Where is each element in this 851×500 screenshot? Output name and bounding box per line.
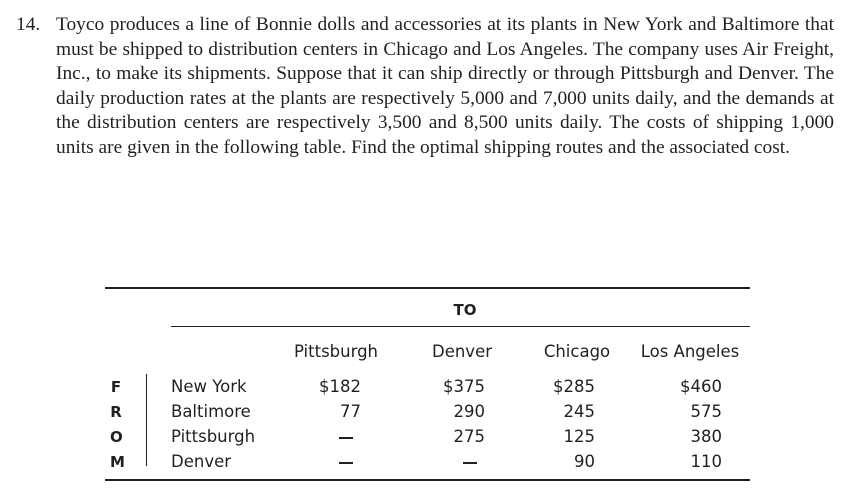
cell-newyork-losangeles: $460: [680, 377, 722, 396]
cell-denver-pittsburgh: [339, 462, 353, 464]
col-header-los-angeles: Los Angeles: [640, 342, 740, 361]
cell-denver-denver: [463, 462, 477, 464]
col-header-denver: Denver: [431, 342, 492, 361]
from-letter-f: F: [110, 378, 122, 396]
cell-baltimore-losangeles: 575: [690, 402, 722, 421]
row-label-new-york: New York: [171, 377, 247, 396]
cell-denver-chicago: 90: [574, 452, 595, 471]
col-header-chicago: Chicago: [543, 342, 611, 361]
col-header-pittsburgh: Pittsburgh: [293, 342, 379, 361]
cell-baltimore-pittsburgh: 77: [340, 402, 361, 421]
table-top-rule: [105, 287, 750, 289]
problem-number: 14.: [16, 14, 41, 35]
cell-newyork-chicago: $285: [553, 377, 595, 396]
to-header: TO: [453, 301, 477, 319]
table-bottom-rule: [105, 479, 750, 481]
from-letter-m: M: [110, 453, 125, 471]
shipping-cost-table: [105, 287, 750, 483]
from-divider: [146, 374, 147, 466]
problem-statement: [16, 13, 834, 160]
row-label-denver: Denver: [171, 452, 232, 471]
row-label-baltimore: Baltimore: [171, 402, 251, 421]
header-rule: [171, 326, 750, 327]
cell-pittsburgh-chicago: 125: [563, 427, 595, 446]
row-label-pittsburgh: Pittsburgh: [171, 427, 256, 446]
from-letter-o: O: [110, 428, 123, 446]
cell-newyork-denver: $375: [443, 377, 485, 396]
cell-baltimore-denver: 290: [453, 402, 485, 421]
from-letter-r: R: [110, 403, 122, 421]
cell-pittsburgh-losangeles: 380: [690, 427, 722, 446]
cell-denver-losangeles: 110: [690, 452, 722, 471]
cell-pittsburgh-pittsburgh: [339, 437, 353, 439]
problem-text: Toyco produces a line of Bonnie dolls and accessories at its plants in New York and Baltimore that must be shipped to distribution centers in Chicago and Los Angeles. The company uses Air Freight, Inc., to make its shipments. Suppose that it can ship directly or through Pittsburgh and Denver. The daily production rates at the plants are respectively 5,000 and 7,000 units daily, and the demands at the distribution centers are respectively 3,500 and 8,500 units daily. The costs of shipping 1,000 units are given in the following table. Find the optimal shipping routes and the associated cost.: [56, 14, 834, 158]
cell-pittsburgh-denver: 275: [453, 427, 485, 446]
cell-newyork-pittsburgh: $182: [319, 377, 361, 396]
cell-baltimore-chicago: 245: [563, 402, 595, 421]
